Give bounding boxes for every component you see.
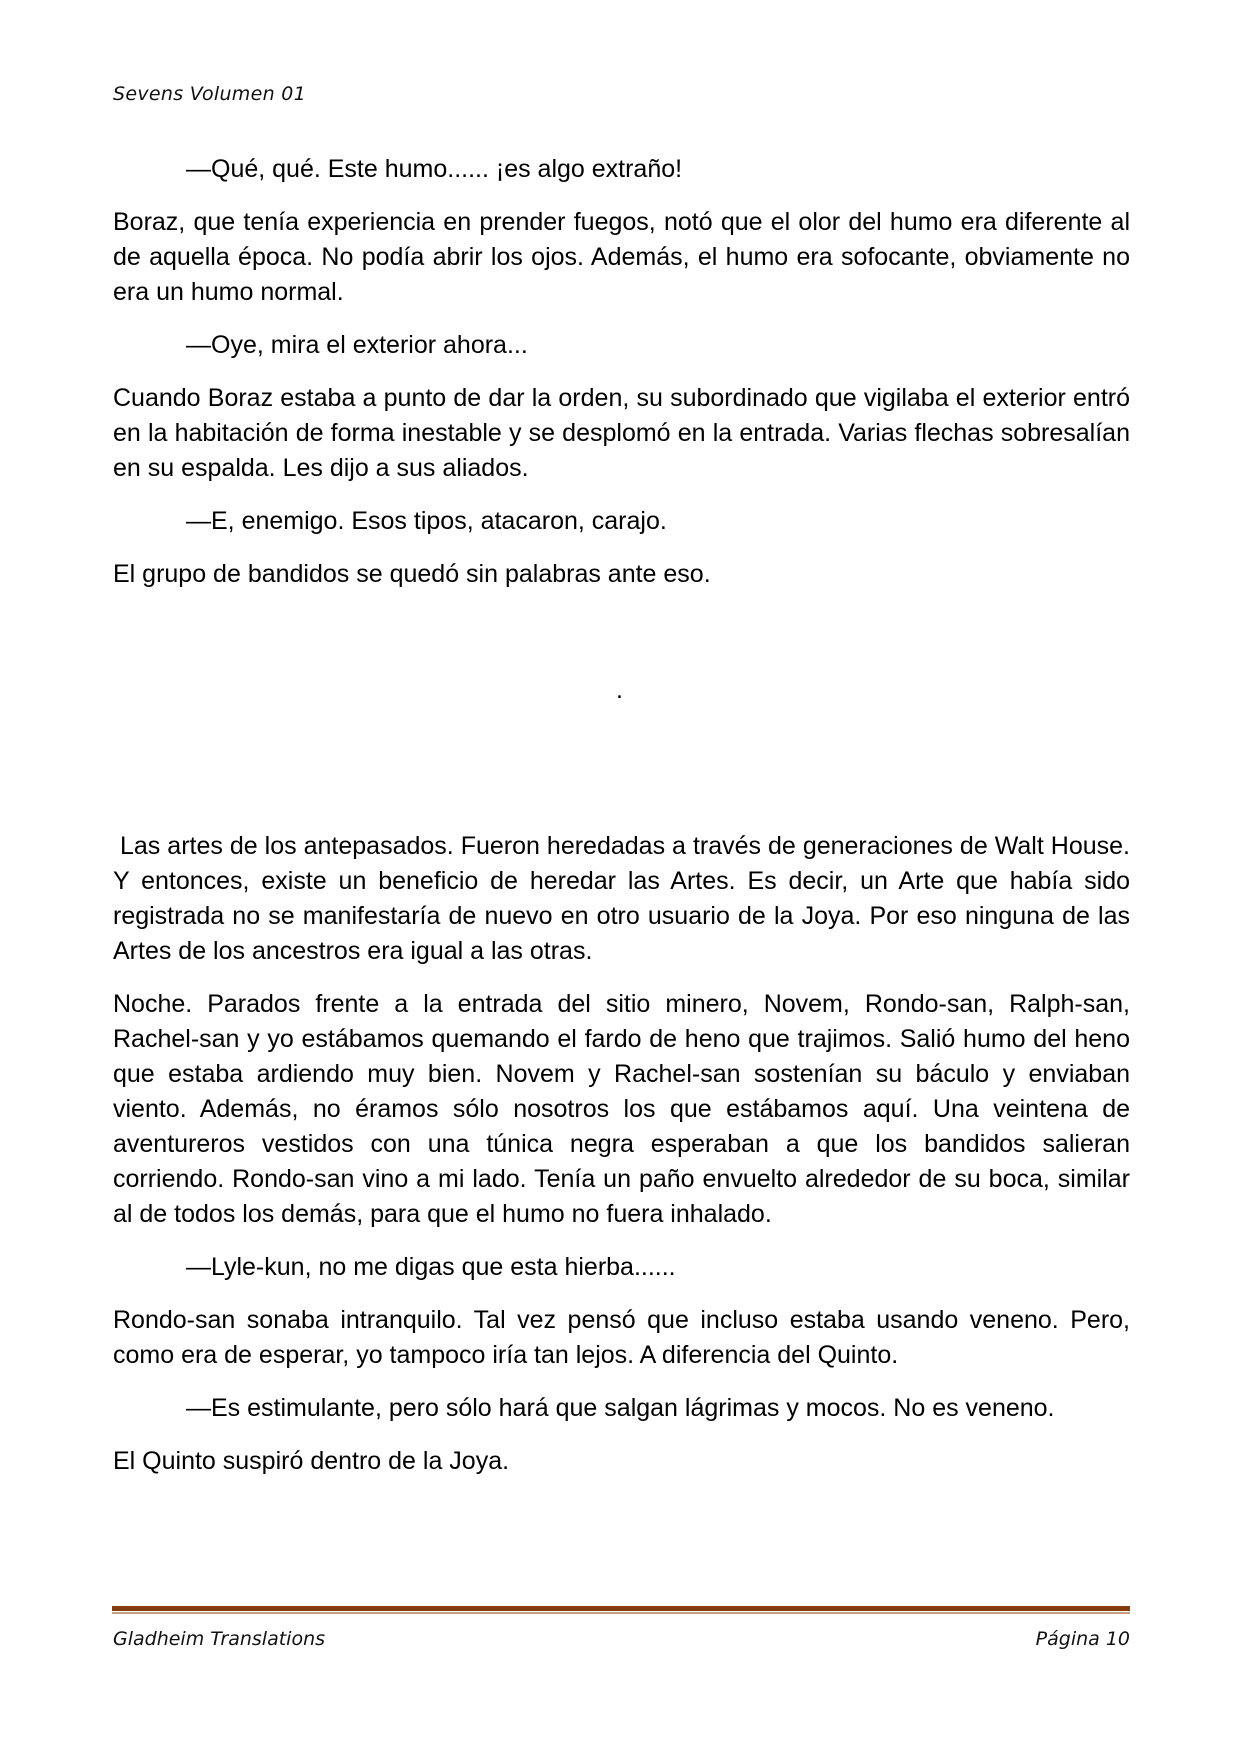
paragraph: Las artes de los antepasados. Fueron heredadas a través de generaciones de Walt House. Y entonces, existe un beneficio de heredar las Artes. Es decir, un Arte que había sido registrada no se manifestaría de nuevo en otro usuario de la Joya. Por eso ninguna de las Artes de los ancestros era igual a las otras. <box>113 832 1137 965</box>
paragraph: Rondo-san sonaba intranquilo. Tal vez pensó que incluso estaba usando veneno. Pero, como era de esperar, yo tampoco iría tan lejos. A diferencia del Quinto. <box>113 1306 1130 1369</box>
dialog-line: —Qué, qué. Este humo...... ¡es algo extraño! <box>186 155 683 183</box>
dialog-line: —Es estimulante, pero sólo hará que salgan lágrimas y mocos. No es veneno. <box>186 1394 1055 1422</box>
paragraph: Noche. Parados frente a la entrada del sitio minero, Novem, Rondo-san, Ralph-san, Rachel-san y yo estábamos quemando el fardo de heno que trajimos. Salió humo del heno que estaba ardiendo muy bien. Novem y Rachel-san sostenían su báculo y enviaban viento. Además, no éramos sólo nosotros los que estábamos aquí. Una veintena de aventureros vestidos con una túnica negra esperaban a que los bandidos salieran corriendo. Rondo-san vino a mi lado. Tenía un paño envuelto alrededor de su boca, similar al de todos los demás, para que el humo no fuera inhalado. <box>113 990 1130 1228</box>
scene-separator: . <box>616 676 623 704</box>
dialog-line: —Oye, mira el exterior ahora... <box>186 331 528 359</box>
running-header: Sevens Volumen 01 <box>113 83 307 105</box>
footer-publisher: Gladheim Translations <box>113 1628 326 1650</box>
paragraph: Cuando Boraz estaba a punto de dar la orden, su subordinado que vigilaba el exterior entró en la habitación de forma inestable y se desplomó en la entrada. Varias flechas sobresalían en su espalda. Les dijo a sus aliados. <box>113 384 1130 482</box>
paragraph: El Quinto suspiró dentro de la Joya. <box>113 1447 510 1475</box>
paragraph: Boraz, que tenía experiencia en prender fuegos, notó que el olor del humo era diferente al de aquella época. No podía abrir los ojos. Además, el humo era sofocante, obviamente no era un humo normal. <box>113 208 1130 306</box>
footer-rule-thin <box>112 1612 1130 1614</box>
page-number: Página 10 <box>1035 1628 1130 1650</box>
dialog-line: —E, enemigo. Esos tipos, atacaron, carajo. <box>186 507 667 535</box>
footer-rule-thick <box>112 1606 1130 1611</box>
dialog-line: —Lyle-kun, no me digas que esta hierba...... <box>186 1253 676 1281</box>
section-1 <box>113 152 1130 592</box>
section-2 <box>113 829 1137 1479</box>
paragraph: El grupo de bandidos se quedó sin palabras ante eso. <box>113 560 711 588</box>
